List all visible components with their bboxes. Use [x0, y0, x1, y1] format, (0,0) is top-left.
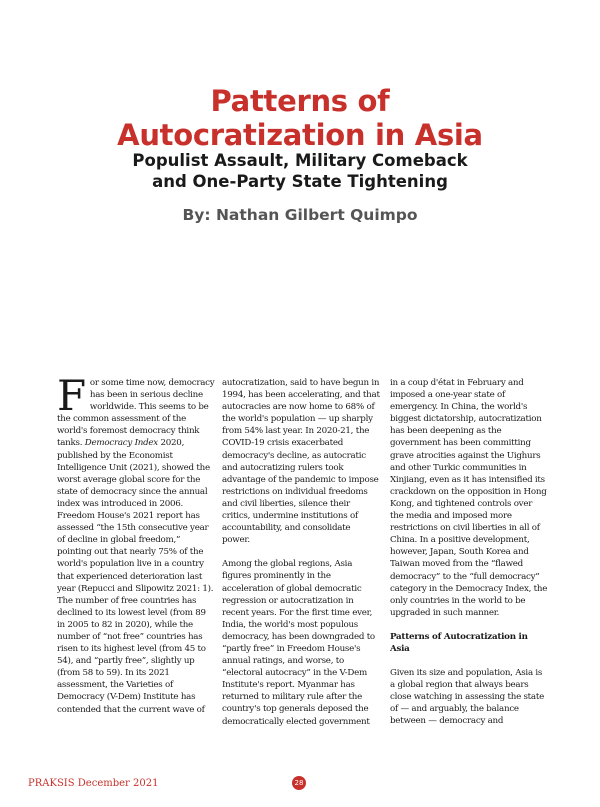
body-column-1 [57, 371, 215, 716]
footer-publication: PRAKSIS December 2021 [28, 778, 159, 789]
article-title [0, 84, 600, 152]
page-number-badge: 28 [292, 776, 306, 790]
paragraph: autocratization, said to have begun in 1994, has been accelerating, and that autocracies are now home to 68% of the world's population — up sharply from 54% last year. In 2020-21, the COVID-19 crisis exacerbated democracy's decline, as autocratic and autocratizing rulers took advantage of the pandemic to impose restrictions on individual freedoms and civil liberties, silence their critics, undermine institutions of accountability, and consolidate power. [222, 378, 380, 546]
title-line-1: Patterns of [210, 84, 390, 118]
section-heading: Patterns of Autocratization in Asia [390, 631, 528, 654]
subtitle-line-1: Populist Assault, Military Comeback [132, 151, 468, 170]
publication-name: Democracy Index [84, 438, 158, 449]
author-byline: By: Nathan Gilbert Quimpo [182, 206, 418, 224]
paragraph: Among the global regions, Asia figures prominently in the acceleration of global democratic regression or autocratization in recent years. For the first time ever, India, the world's most populous democracy, has been downgraded to “partly free” in Freedom House's annual ratings, and worse, to “electoral autocracy” in the V-Dem Institute's report. Myanmar has returned to military rule after the country's top generals deposed the democratically elected government [222, 559, 375, 727]
article-subtitle [0, 150, 600, 192]
paragraph: Given its size and population, Asia is a global region that always bears close watching in assessing the state of — and arguably, the balance between — democracy and [390, 668, 544, 727]
paragraph-text: or some time now, democracy has been in serious decline worldwide. This seems to be the common assessment of the world's foremost democracy think tanks. [57, 378, 215, 449]
paragraph: in a coup d'état in February and imposed a one-year state of emergency. In China, the world's biggest dictatorship, autocratization has been deepening as the government has been committing grave atrocities against the Uighurs and other Turkic communities in Xinjiang, even as it has intensified its crackdown on the opposition in Hong Kong, and tightened controls over the media and imposed more restrictions on civil liberties in all of China. In a positive development, however, Japan, South Korea and Taiwan moved from the “flawed democracy” to the “full democracy” category in the Democracy Index, the only countries in the world to be upgraded in such manner. [390, 378, 548, 618]
body-column-3 [390, 377, 548, 728]
paragraph-text: 2020, published by the Economist Intelligence Unit (2021), showed the worst average global score for the state of democracy since the annual index was introduced in 2006. Freedom House's 2021 report has assessed “the 15th consecutive year of decline in global freedom,” pointing out that nearly 75% of the world's population live in a country that experienced deterioration last year (Repucci and Slipowitz 2021: 1). The number of free countries has declined to its lowest level (from 89 in 2005 to 82 in 2020), while the number of “not free” countries has risen to its highest level (from 45 to 54), and “partly free”, slightly up (from 58 to 59). In its 2021 assessment, the Varieties of Democracy (V-Dem) Institute has contended that the current wave of [57, 438, 214, 715]
body-column-2 [222, 377, 380, 728]
title-line-2: Autocratization in Asia [117, 118, 483, 152]
drop-cap: F [57, 371, 86, 420]
subtitle-line-2: and One-Party State Tightening [152, 172, 448, 191]
paragraph [57, 371, 215, 716]
